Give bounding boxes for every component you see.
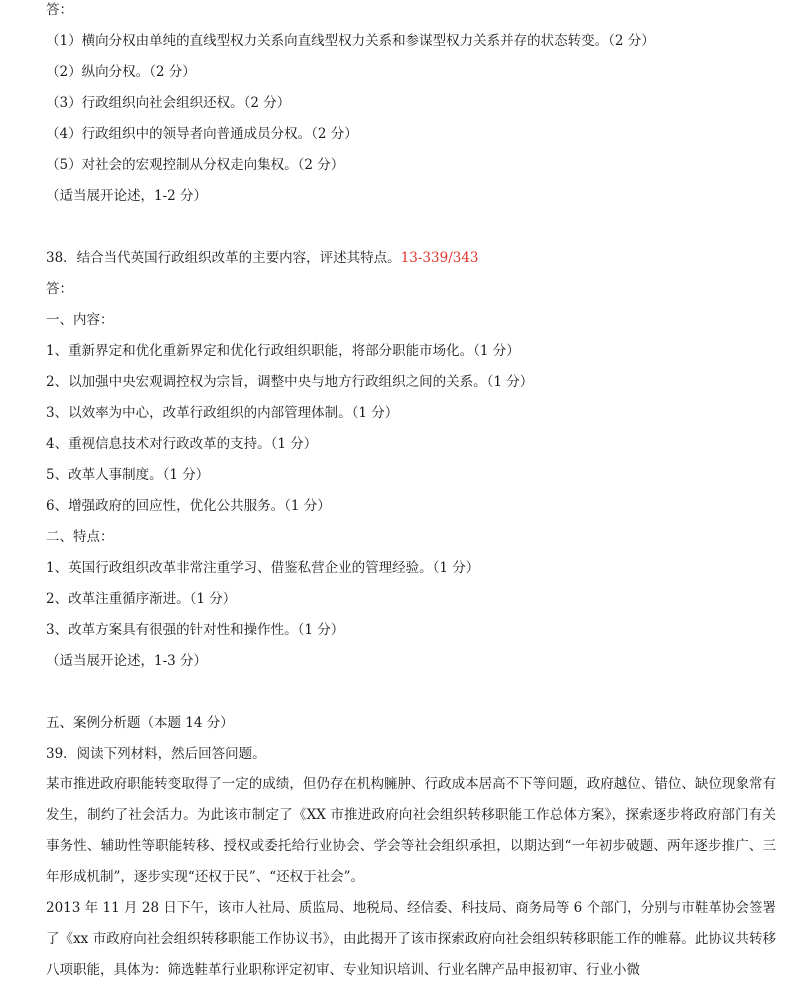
case-paragraph-1: 某市推进政府职能转变取得了一定的成绩，但仍存在机构臃肿、行政成本居高不下等问题，政府越位、错位、缺位现象常有发生，制约了社会活力。为此该市制定了《XX 市推进政府向社会组织转移职能工作总体方案》，探索逐步将政府部门有关事务性、辅助性等职能转移、授权或委托给行业协会、学会等社会组织承担，以期达到“一年初步破题、两年逐步推广、三年形成机制”，逐步实现“还权于民”、“还权于社会”。 [46, 776, 776, 885]
q38-content-item-3: 3、以效率为中心，改革行政组织的内部管理体制。（1 分） [46, 405, 399, 421]
q37-item-5: （5）对社会的宏观控制从分权走向集权。（2 分） [46, 157, 345, 173]
q37-note: （适当展开论述，1-2 分） [46, 188, 208, 204]
section5-heading: 五、案例分析题（本题 14 分） [46, 715, 234, 731]
q38-content-item-4: 4、重视信息技术对行政改革的支持。（1 分） [46, 436, 318, 452]
q38-question-text: 38．结合当代英国行政组织改革的主要内容，评述其特点。 [46, 250, 401, 266]
q38-content-item-2: 2、以加强中央宏观调控权为宗旨，调整中央与地方行政组织之间的关系。（1 分） [46, 374, 534, 390]
q37-item-1: （1）横向分权由单纯的直线型权力关系向直线型权力关系和参谋型权力关系并存的状态转变。（2 分） [46, 33, 655, 49]
q38-content-item-1: 1、重新界定和优化重新界定和优化行政组织职能，将部分职能市场化。（1 分） [46, 343, 520, 359]
q39-question: 39．阅读下列材料，然后回答问题。 [46, 746, 266, 762]
q38-content-item-5: 5、改革人事制度。（1 分） [46, 467, 210, 483]
q37-item-4: （4）行政组织中的领导者向普通成员分权。（2 分） [46, 126, 358, 142]
q38-note: （适当展开论述，1-3 分） [46, 653, 208, 669]
q38-content-item-6: 6、增强政府的回应性，优化公共服务。（1 分） [46, 498, 331, 514]
q38-reference: 13-339/343 [400, 250, 479, 266]
case-paragraph-2: 2013 年 11 月 28 日下午，该市人社局、质监局、地税局、经信委、科技局、商务局等 6 个部门，分别与市鞋革协会签署了《xx 市政府向社会组织转移职能工作协议书》，由此揭开了该市探索政府向社会组织转移职能工作的帷幕。此协议共转移八项职能，具体为：筛选鞋革行业职称评定初审、专业知识培训、行业名牌产品申报初审、行业小微 [46, 900, 776, 978]
q38-question [46, 248, 479, 268]
q38-feature-item-1: 1、英国行政组织改革非常注重学习、借鉴私营企业的管理经验。（1 分） [46, 560, 480, 576]
q37-answer-label: 答： [46, 2, 73, 18]
q38-section-content: 一、内容： [46, 312, 114, 328]
q37-item-2: （2）纵向分权。（2 分） [46, 64, 196, 80]
q38-section-features: 二、特点： [46, 529, 114, 545]
q38-answer-label: 答： [46, 281, 73, 297]
q38-feature-item-2: 2、改革注重循序渐进。（1 分） [46, 591, 237, 607]
q38-feature-item-3: 3、改革方案具有很强的针对性和操作性。（1 分） [46, 622, 345, 638]
q37-item-3: （3）行政组织向社会组织还权。（2 分） [46, 95, 291, 111]
